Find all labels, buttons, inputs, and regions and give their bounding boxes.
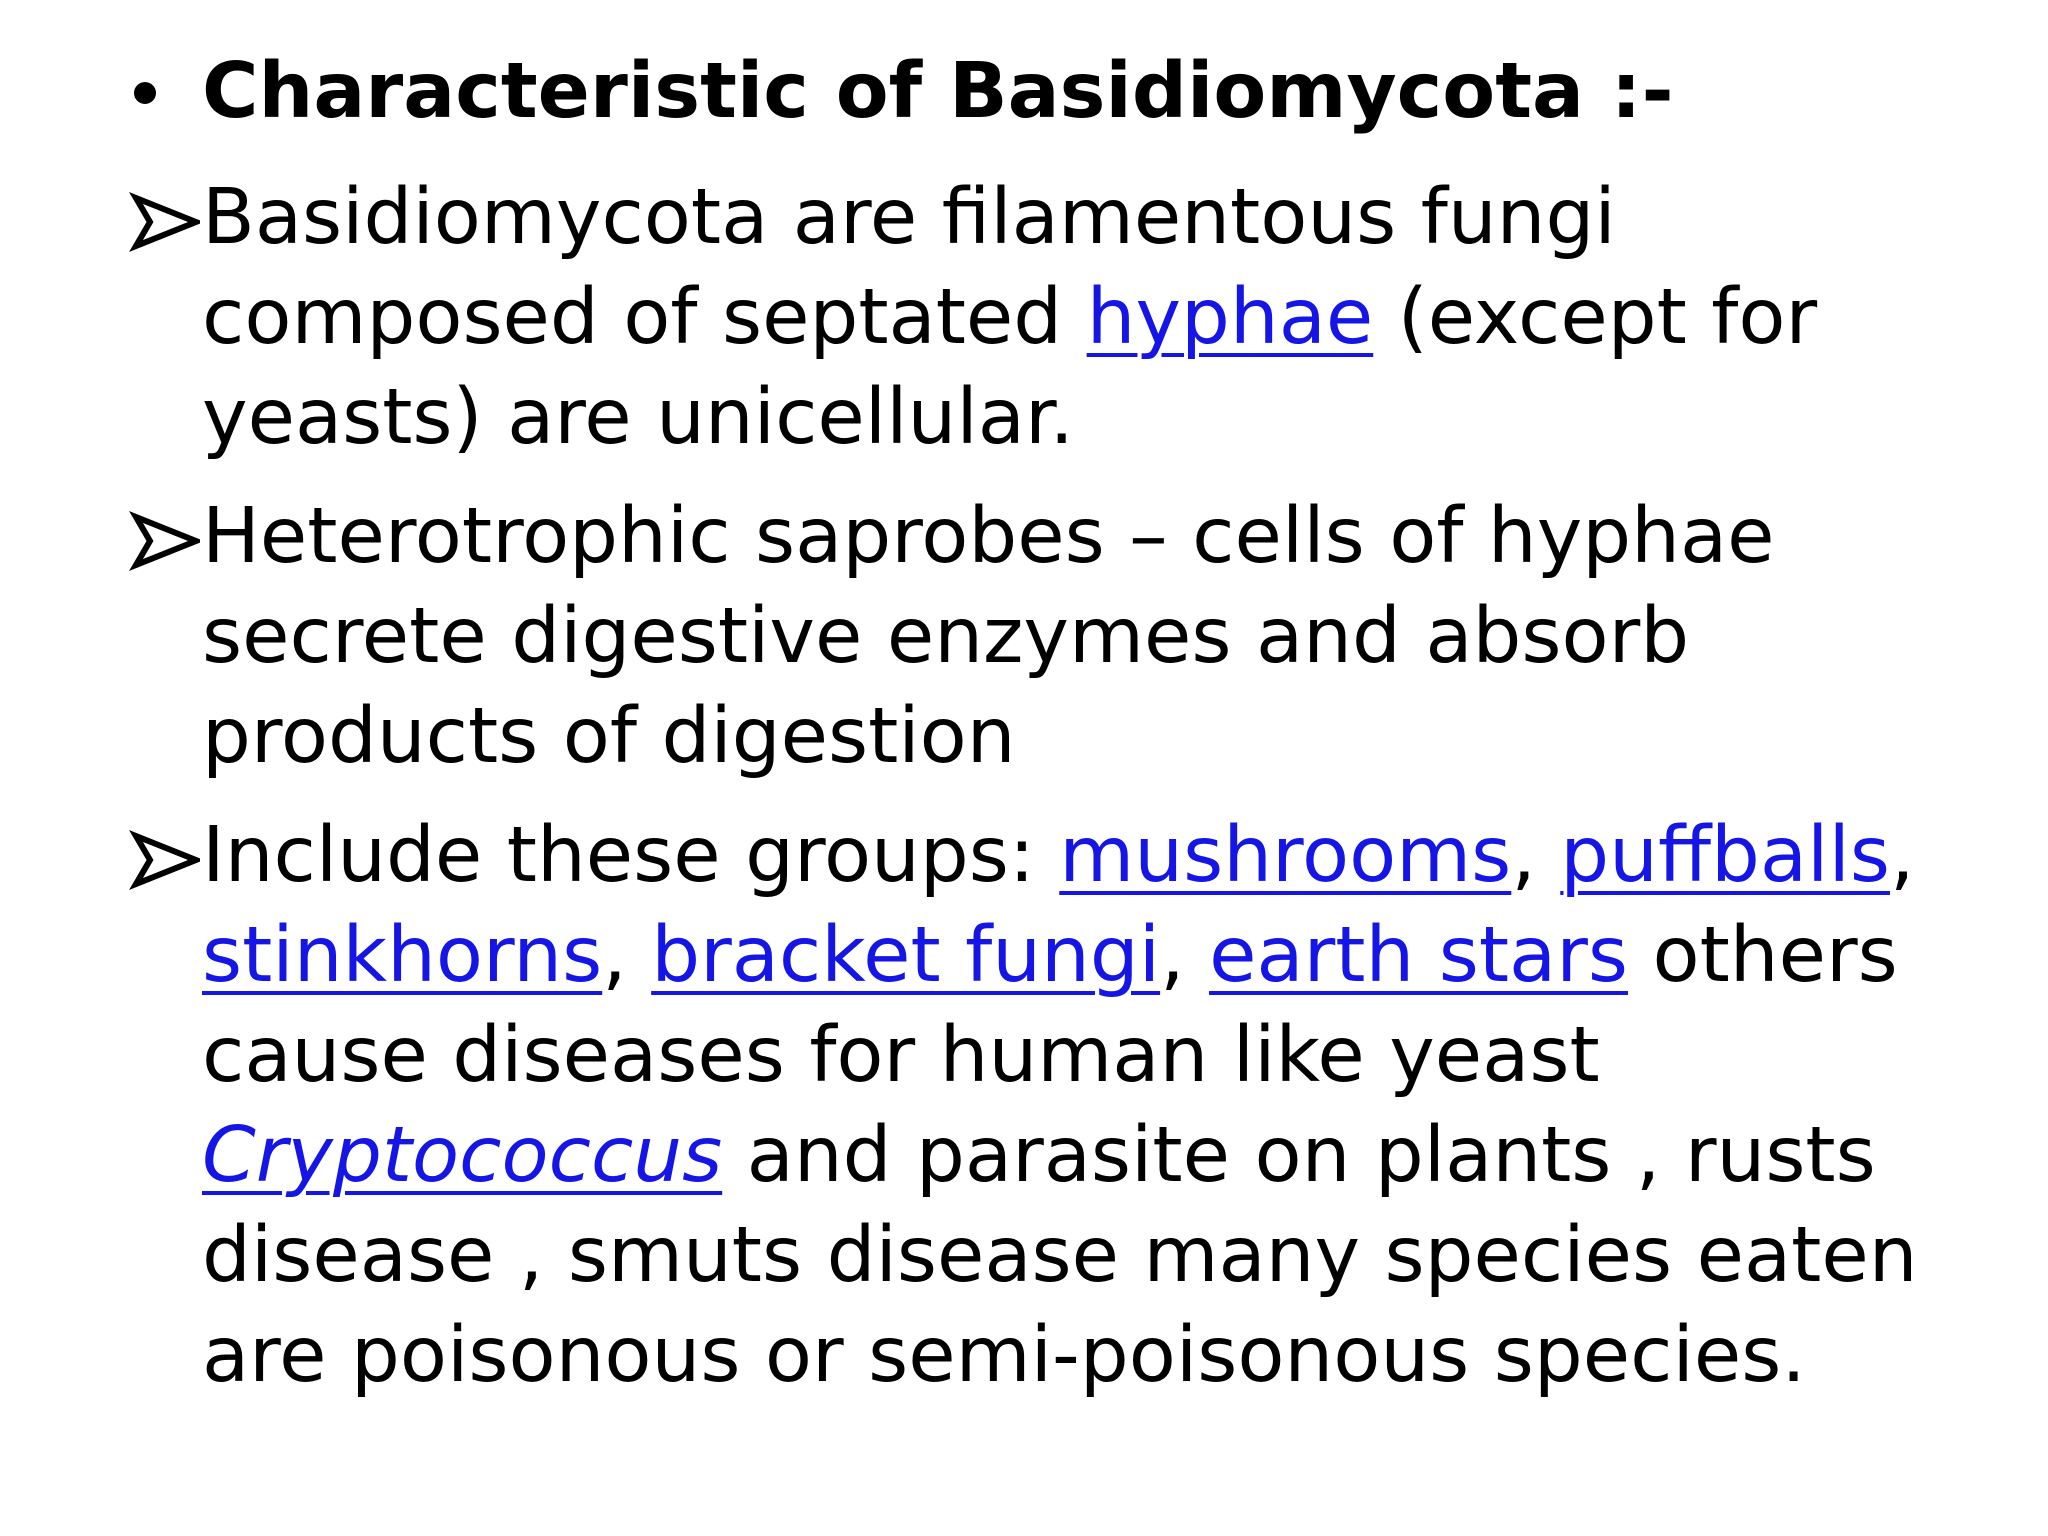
text-segment: cause diseases for human like yeast bbox=[202, 1011, 1600, 1100]
text-segment: are poisonous or semi-poisonous species. bbox=[202, 1311, 1806, 1400]
text-segment: Include these groups: bbox=[202, 811, 1060, 900]
text-segment: products of digestion bbox=[202, 692, 1016, 781]
text-segment: and parasite on plants , rusts bbox=[722, 1111, 1876, 1200]
text-line bbox=[202, 168, 1902, 268]
hyperlink-mushrooms[interactable]: mushrooms bbox=[1059, 811, 1512, 900]
text-segment: Basidiomycota are filamentous fungi bbox=[202, 173, 1616, 262]
hyperlink-stinkhorns[interactable]: stinkhorns bbox=[202, 911, 603, 1000]
hyperlink-bracket-fungi[interactable]: bracket fungi bbox=[651, 911, 1161, 1000]
bullet-text bbox=[202, 487, 1902, 787]
round-bullet-icon bbox=[128, 42, 200, 142]
text-line bbox=[202, 806, 1915, 906]
text-segment: secrete digestive enzymes and absorb bbox=[202, 592, 1690, 681]
hyperlink-cryptococcus[interactable]: Cryptococcus bbox=[202, 1111, 723, 1200]
text-line bbox=[202, 1006, 1902, 1106]
text-segment: Heterotrophic saprobes – cells of hyphae bbox=[202, 492, 1775, 581]
hyperlink-earth-stars[interactable]: earth stars bbox=[1209, 911, 1629, 1000]
arrowhead-bullet-icon bbox=[128, 168, 200, 272]
slide-heading: Characteristic of Basidiomycota :- bbox=[202, 47, 1674, 136]
text-segment: (except for bbox=[1373, 273, 1818, 362]
text-segment: , bbox=[1889, 811, 1915, 900]
text-line bbox=[202, 1206, 1918, 1306]
text-line bbox=[202, 906, 1902, 1006]
text-line bbox=[202, 368, 1902, 468]
text-segment: , bbox=[602, 911, 652, 1000]
text-segment: disease , smuts disease many species eaten bbox=[202, 1211, 1918, 1300]
text-line bbox=[202, 1306, 1902, 1406]
text-segment: composed of septated bbox=[202, 273, 1087, 362]
text-line bbox=[202, 687, 1902, 787]
text-segment: , bbox=[1511, 811, 1561, 900]
text-line bbox=[202, 268, 1902, 368]
bullet-text bbox=[202, 168, 1902, 468]
text-line bbox=[202, 587, 1902, 687]
bullet-text bbox=[202, 806, 1918, 1406]
hyperlink-hyphae[interactable]: hyphae bbox=[1086, 273, 1374, 362]
arrowhead-bullet-icon bbox=[128, 806, 200, 910]
text-line bbox=[202, 1106, 1902, 1206]
arrowhead-bullet-icon bbox=[128, 487, 200, 591]
text-segment: yeasts) are unicellular. bbox=[202, 373, 1075, 462]
text-line bbox=[202, 487, 1902, 587]
hyperlink-puffballs[interactable]: puffballs bbox=[1560, 811, 1890, 900]
text-segment: , bbox=[1160, 911, 1210, 1000]
text-segment: others bbox=[1628, 911, 1898, 1000]
